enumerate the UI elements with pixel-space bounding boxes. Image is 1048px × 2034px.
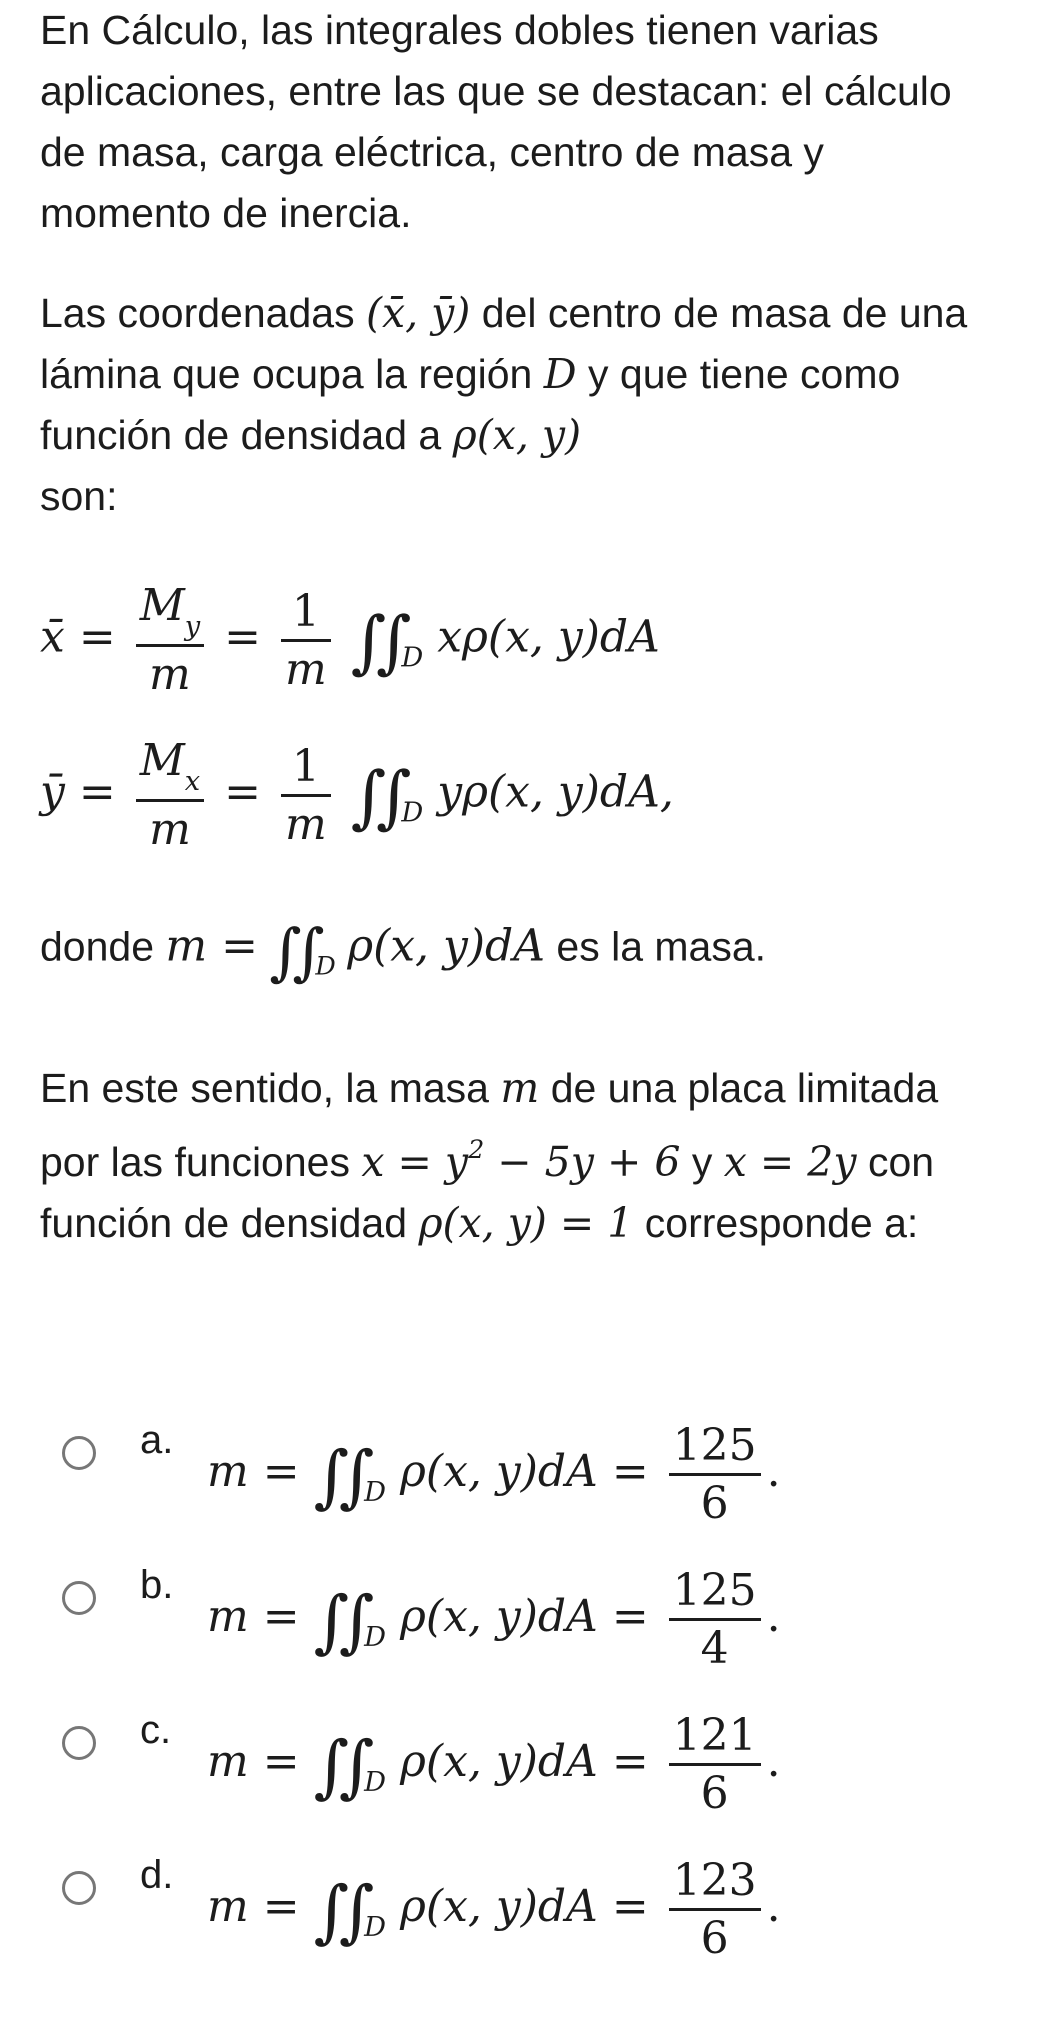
xbar-symbol: x̄	[40, 611, 65, 663]
option-fraction-c	[669, 1710, 761, 1819]
m-den4: m	[285, 798, 327, 850]
m-den2: m	[285, 643, 327, 695]
option-integrand: ρ(x, y)dA =	[400, 1446, 649, 1497]
one-num-2: 1	[291, 740, 320, 792]
ybar-symbol: ȳ	[40, 766, 65, 818]
question-text-a: En este sentido, la masa	[40, 1065, 489, 1111]
one-over-m-2	[281, 741, 331, 850]
question-text-e: corresponde a:	[644, 1199, 919, 1246]
Mx-sub: x	[184, 766, 201, 797]
double-integral-symbol-d: ∫∫	[313, 1872, 365, 1952]
coords-math: (x̄, ȳ)	[365, 289, 471, 337]
option-region: D	[364, 1622, 387, 1653]
radio-button-c[interactable]	[62, 1726, 96, 1760]
one-num: 1	[291, 585, 320, 637]
Mx-symbol: M	[139, 735, 185, 786]
option-fraction-d	[669, 1855, 761, 1964]
radio-button-a[interactable]	[62, 1436, 96, 1470]
option-letter-c: c.	[140, 1708, 172, 1752]
option-num-a: 125	[672, 1420, 757, 1471]
option-letter-b: b.	[140, 1563, 174, 1607]
radio-button-b[interactable]	[62, 1581, 96, 1615]
My-symbol: M	[139, 580, 185, 631]
option-integrand: ρ(x, y)dA =	[400, 1736, 649, 1787]
double-integral-symbol: ∫∫	[350, 603, 402, 683]
option-lhs: m =	[207, 1446, 300, 1497]
option-den-d: 6	[700, 1913, 729, 1964]
option-period: .	[766, 1446, 781, 1497]
option-letter-a: a.	[140, 1418, 174, 1462]
double-integral-symbol-2: ∫∫	[350, 758, 402, 838]
option-math-d	[207, 1855, 781, 1964]
option-math-a	[207, 1420, 781, 1529]
function-1-rest: − 5y + 6	[484, 1137, 681, 1186]
one-over-m	[281, 586, 331, 695]
coords-label: Las coordenadas	[40, 290, 355, 336]
option-integrand: ρ(x, y)dA =	[400, 1591, 649, 1642]
question-text-d: con función de densidad	[40, 1138, 935, 1246]
option-lhs: m =	[207, 1591, 300, 1642]
option-letter-d: d.	[140, 1853, 174, 1897]
option-lhs: m =	[207, 1736, 300, 1787]
mass-lhs: m =	[165, 920, 258, 972]
option-period: .	[766, 1881, 781, 1932]
option-math-c	[207, 1710, 781, 1819]
region-symbol: D	[543, 350, 577, 398]
son-text: son:	[40, 473, 118, 519]
mass-integrand: ρ(x, y)dA	[347, 920, 545, 972]
question-text-c: y	[691, 1138, 713, 1185]
region-subscript: D	[401, 642, 424, 674]
region-subscript-3: D	[315, 950, 336, 981]
density-symbol: ρ(x, y)	[452, 411, 582, 459]
density-text: y que tiene como función de densidad a	[40, 351, 901, 458]
masa-text: es la masa.	[556, 923, 767, 970]
m-den: m	[149, 649, 191, 700]
option-num-b: 125	[672, 1565, 757, 1616]
function-1-exponent: 2	[468, 1134, 485, 1164]
option-period: .	[766, 1591, 781, 1642]
option-d[interactable]	[62, 1853, 962, 1973]
option-lhs: m =	[207, 1881, 300, 1932]
option-b[interactable]	[62, 1563, 962, 1683]
density-value: ρ(x, y) = 1	[418, 1198, 634, 1247]
double-integral-symbol-3: ∫∫	[269, 915, 316, 988]
option-region: D	[364, 1912, 387, 1943]
My-over-m	[136, 580, 204, 700]
option-a[interactable]	[62, 1418, 962, 1538]
option-fraction-b	[669, 1565, 761, 1674]
function-2: x = 2y	[723, 1137, 857, 1186]
option-num-c: 121	[672, 1710, 757, 1761]
option-region: D	[364, 1477, 387, 1508]
integrand-y: yρ(x, y)dA,	[437, 766, 674, 818]
option-c[interactable]	[62, 1708, 962, 1828]
question-paragraph	[40, 1058, 1000, 1254]
option-math-b	[207, 1565, 781, 1674]
double-integral-symbol-b: ∫∫	[313, 1582, 365, 1662]
option-period: .	[766, 1736, 781, 1787]
option-den-c: 6	[700, 1768, 729, 1819]
center-of-mass-paragraph	[40, 283, 1000, 527]
mass-definition	[40, 915, 766, 988]
double-integral-symbol-a: ∫∫	[313, 1437, 365, 1517]
question-m: m	[500, 1064, 540, 1112]
m-den3: m	[149, 804, 191, 855]
intro-text: En Cálculo, las integrales dobles tienen varias aplicaciones, entre las que se destacan: el cálculo de masa, carga eléctrica, centro de masa y momento de inercia.	[40, 7, 952, 236]
option-fraction-a	[669, 1420, 761, 1529]
ybar-formula: ȳ = $\frac{M_x}{m}$ = $\frac{1}{m}$ $\int\int_D$ yρ(x, y)dA,	[40, 735, 674, 855]
option-num-d: 123	[672, 1855, 757, 1906]
donde-text: donde	[40, 923, 155, 970]
Mx-over-m	[136, 735, 204, 855]
intro-paragraph	[40, 0, 1000, 244]
xbar-formula: x̄ = $\frac{M_y}{m}$ = $\frac{1}{m}$ $\int\int_D$ xρ(x, y)dA	[40, 580, 660, 700]
question-text-b: de una placa limitada por las funciones	[40, 1065, 939, 1185]
double-integral-symbol-c: ∫∫	[313, 1727, 365, 1807]
My-sub: y	[184, 611, 201, 642]
option-region: D	[364, 1767, 387, 1798]
option-den-b: 4	[700, 1623, 729, 1674]
region-subscript-2: D	[401, 797, 424, 829]
radio-button-d[interactable]	[62, 1871, 96, 1905]
option-integrand: ρ(x, y)dA =	[400, 1881, 649, 1932]
option-den-a: 6	[700, 1478, 729, 1529]
function-1: x = y	[361, 1137, 469, 1186]
integrand-x: xρ(x, y)dA	[437, 611, 660, 663]
region-text: del centro de masa de una lámina que ocupa la región	[40, 290, 968, 397]
